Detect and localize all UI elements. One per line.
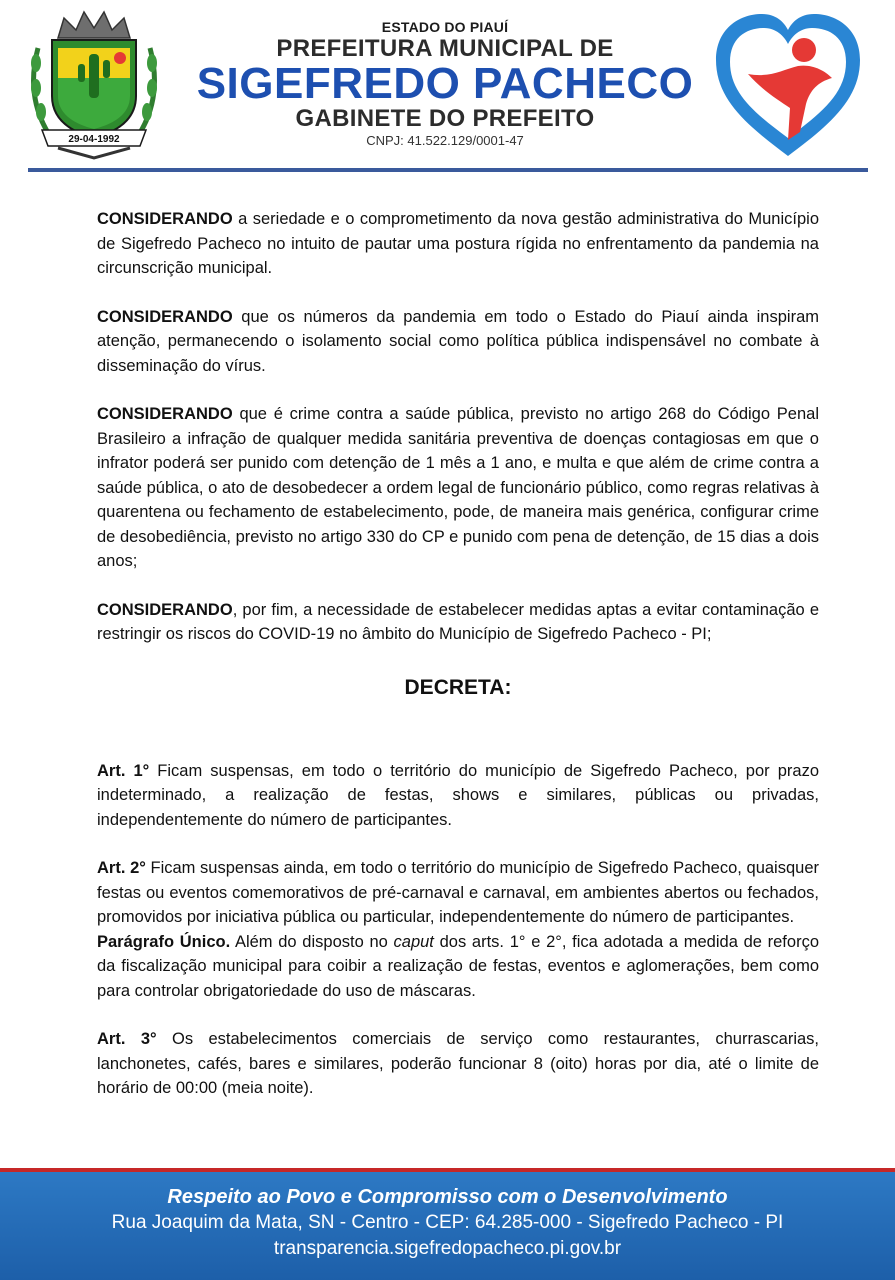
letterhead-text bbox=[180, 18, 710, 150]
crest-date: 29-04-1992 bbox=[68, 134, 120, 145]
considerando-1 bbox=[97, 207, 819, 281]
footer bbox=[0, 1172, 895, 1280]
caput-term: caput bbox=[393, 932, 434, 951]
heart-logo-icon bbox=[708, 8, 868, 160]
considerando-lead: CONSIDERANDO bbox=[97, 600, 233, 619]
header-divider bbox=[28, 168, 868, 172]
paragrafo-unico bbox=[97, 930, 819, 1004]
article-text: Ficam suspensas, em todo o território do município de Sigefredo Pacheco, por prazo indeterminado, a realização de festas, shows e similares, públicas ou privadas, independentemente do número de participantes. bbox=[97, 761, 819, 829]
article-lead: Art. 1° bbox=[97, 761, 150, 780]
article-text: Os estabelecimentos comerciais de serviço como restaurantes, churrascarias, lanchonetes, cafés, bares e similares, poderão funcionar 8 (oito) horas por dia, até o limite de horário de 00:00 (meia noite). bbox=[97, 1030, 819, 1097]
state-name: ESTADO DO PIAUÍ bbox=[381, 19, 509, 35]
letterhead bbox=[0, 0, 895, 180]
article-text: Ficam suspensas ainda, em todo o território do município de Sigefredo Pacheco, quaisquer festas ou eventos comemorativos de pré-carnaval e carnaval, em ambientes abertos ou fechados, promovidos por iniciativa pública ou particular, independentemente do número de participantes. bbox=[97, 859, 819, 926]
considerando-text: , por fim, a necessidade de estabelecer medidas aptas a evitar contaminação e restringir os riscos do COVID-19 no âmbito do Município de Sigefredo Pacheco - PI; bbox=[97, 600, 819, 643]
city-name: SIGEFREDO PACHECO bbox=[196, 59, 694, 108]
prefeitura-title: PREFEITURA MUNICIPAL DE bbox=[276, 35, 614, 62]
article-1 bbox=[97, 759, 819, 833]
paragrafo-lead: Parágrafo Único. bbox=[97, 932, 231, 951]
considerando-text: que os números da pandemia em todo o Estado do Piauí ainda inspiram atenção, permanecendo o isolamento social como política pública indispensável no combate à disseminação do vírus. bbox=[97, 307, 819, 375]
considerando-2 bbox=[97, 305, 819, 379]
decree-body bbox=[97, 207, 819, 1125]
considerando-text: que é crime contra a saúde pública, previsto no artigo 268 do Código Penal Brasileiro a infração de qualquer medida sanitária preventiva de doenças contagiosas em que o infrator poderá ser punido com detenção de 1 mês a 1 ano, e multa e que além de crime contra a saúde pública, o ato de desobedecer a ordem legal de funcionário público, como regras relativas à quarentena ou fechamento de estabelecimento, pode, de maneira mais genérica, configurar crime de desobediência, previsto no artigo 330 do CP e punido com pena de detenção, de 15 dias a dois anos; bbox=[97, 405, 819, 570]
considerando-lead: CONSIDERANDO bbox=[97, 210, 233, 228]
coat-of-arms-icon bbox=[28, 8, 160, 160]
gabinete-title: GABINETE DO PREFEITO bbox=[295, 105, 595, 132]
considerando-lead: CONSIDERANDO bbox=[97, 307, 233, 326]
considerando-lead: CONSIDERANDO bbox=[97, 405, 233, 423]
article-lead: Art. 2° bbox=[97, 859, 146, 877]
paragrafo-text-b: dos arts. 1° e 2°, fica adotada a medida de reforço da fiscalização municipal para coibir a realização de festas, eventos e aglomerações, bem como para controlar obrigatoriedade do uso de máscaras. bbox=[97, 932, 819, 1000]
considerando-text: a seriedade e o comprometimento da nova gestão administrativa do Município de Sigefredo Pacheco no intuito de pautar uma postura rígida no enfrentamento da pandemia na circunscrição municipal. bbox=[97, 210, 819, 277]
considerando-4 bbox=[97, 598, 819, 647]
considerando-3 bbox=[97, 402, 819, 574]
decreta-heading: DECRETA: bbox=[404, 675, 512, 699]
article-3 bbox=[97, 1027, 819, 1101]
footer-website: transparencia.sigefredopacheco.pi.gov.br bbox=[273, 1238, 622, 1259]
article-lead: Art. 3° bbox=[97, 1030, 157, 1048]
footer-slogan: Respeito ao Povo e Compromisso com o Desenvolvimento bbox=[167, 1186, 728, 1208]
footer-address: Rua Joaquim da Mata, SN - Centro - CEP: 64.285-000 - Sigefredo Pacheco - PI bbox=[111, 1212, 784, 1233]
article-2 bbox=[97, 856, 819, 930]
paragrafo-text-a: Além do disposto no bbox=[230, 932, 394, 951]
cnpj-text: CNPJ: 41.522.129/0001-47 bbox=[366, 133, 524, 148]
